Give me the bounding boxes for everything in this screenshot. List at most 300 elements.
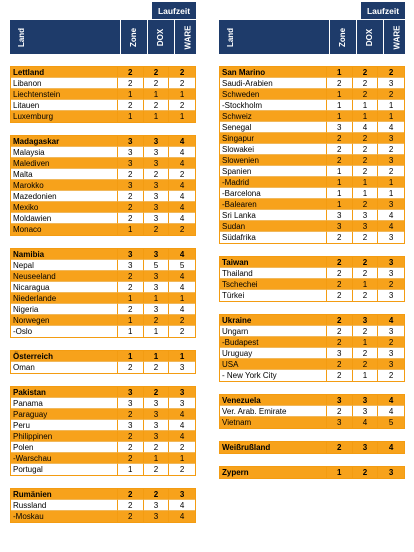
table-row xyxy=(11,398,195,409)
table-row xyxy=(11,293,195,304)
zone-value: 2 xyxy=(327,337,353,348)
table-row xyxy=(220,326,404,337)
ware-value: 2 xyxy=(388,371,394,380)
table-row xyxy=(220,177,404,188)
dox-value: 2 xyxy=(144,224,170,235)
header-dox: DOX xyxy=(356,20,383,54)
zone-value: 2 xyxy=(327,144,353,155)
table-row xyxy=(220,359,404,370)
ware-value: 2 xyxy=(179,225,185,234)
country-name: Uruguay xyxy=(220,348,327,359)
dox-value: 1 xyxy=(353,370,379,381)
ware-value: 3 xyxy=(378,199,404,210)
country-name: Zypern xyxy=(220,467,327,478)
country-name: Taiwan xyxy=(220,257,327,268)
ware-value: 3 xyxy=(378,268,404,279)
ware-value: 3 xyxy=(179,363,185,372)
zone-value: 3 xyxy=(118,158,144,169)
table-row xyxy=(220,210,404,221)
ware-value: 4 xyxy=(169,271,195,282)
zone-value: 2 xyxy=(118,78,144,89)
table-row xyxy=(220,111,404,122)
ware-value: 2 xyxy=(378,67,404,78)
country-name: Russland xyxy=(11,500,118,511)
zone-value: 2 xyxy=(327,78,353,89)
country-name: Weißrußland xyxy=(220,442,327,453)
zone-value: 2 xyxy=(118,362,144,373)
country-group xyxy=(219,441,405,454)
table-row xyxy=(11,271,195,282)
dox-value: 2 xyxy=(353,67,379,78)
table-row xyxy=(220,133,404,144)
table-header-right xyxy=(219,0,405,54)
country-name: Rumänien xyxy=(11,489,118,500)
table-row xyxy=(220,144,404,155)
table-row xyxy=(220,370,404,381)
zone-value: 2 xyxy=(118,511,144,522)
ware-value: 2 xyxy=(378,279,404,290)
zone-value: 2 xyxy=(118,213,144,224)
ware-value: 4 xyxy=(169,500,195,511)
country-name: -Warschau xyxy=(11,453,118,464)
country-name: Senegal xyxy=(220,122,327,133)
zone-value: 2 xyxy=(327,155,353,166)
ware-value: 1 xyxy=(169,293,195,304)
dox-value: 3 xyxy=(353,442,379,453)
dox-value: 1 xyxy=(144,453,170,464)
table-row xyxy=(11,304,195,315)
dox-value: 1 xyxy=(144,351,170,362)
dox-value: 1 xyxy=(353,177,379,188)
table-row xyxy=(11,362,195,373)
country-name: USA xyxy=(220,359,327,370)
group-header-row xyxy=(220,257,404,268)
ware-value: 5 xyxy=(388,418,394,427)
dox-value: 1 xyxy=(144,293,170,304)
ware-value: 3 xyxy=(378,133,404,144)
dox-value: 1 xyxy=(144,326,170,337)
table-row xyxy=(220,89,404,100)
group-header-row xyxy=(11,67,195,78)
table-row xyxy=(220,166,404,177)
ware-value: 3 xyxy=(169,398,195,409)
ware-value: 2 xyxy=(169,67,195,78)
table-row xyxy=(11,169,195,180)
country-group xyxy=(10,135,196,236)
group-header-row xyxy=(220,442,404,453)
table-row xyxy=(220,417,404,428)
zone-value: 1 xyxy=(327,177,353,188)
group-header-row xyxy=(11,136,195,147)
country-group xyxy=(10,350,196,374)
country-name: Panama xyxy=(11,398,118,409)
column-headers xyxy=(10,20,196,54)
ware-value: 1 xyxy=(378,188,404,199)
group-header-row xyxy=(11,387,195,398)
dox-value: 3 xyxy=(144,147,170,158)
zone-value: 2 xyxy=(327,268,353,279)
zone-value: 3 xyxy=(327,122,353,133)
header-ware: WARE xyxy=(383,20,410,54)
table-row xyxy=(220,122,404,133)
country-name: Madagaskar xyxy=(11,136,118,147)
table-row xyxy=(220,348,404,359)
zone-value: 2 xyxy=(327,133,353,144)
right-column xyxy=(219,0,405,491)
country-name: Saudi-Arabien xyxy=(220,78,327,89)
dox-value: 1 xyxy=(353,100,379,111)
table-row xyxy=(11,78,195,89)
dox-value: 2 xyxy=(144,169,170,180)
dox-value: 1 xyxy=(144,111,170,122)
ware-value: 4 xyxy=(179,512,185,521)
table-row xyxy=(11,453,195,464)
country-name: -Budapest xyxy=(220,337,327,348)
zone-value: 2 xyxy=(118,500,144,511)
header-ware: WARE xyxy=(174,20,201,54)
table-row xyxy=(11,409,195,420)
dox-value: 1 xyxy=(353,337,379,348)
dox-value: 3 xyxy=(144,511,170,522)
country-name: -Balearen xyxy=(220,199,327,210)
zone-value: 2 xyxy=(327,370,353,381)
table-row xyxy=(220,100,404,111)
ware-value: 3 xyxy=(388,233,394,242)
dox-value: 1 xyxy=(353,188,379,199)
ware-value: 3 xyxy=(378,257,404,268)
table-row xyxy=(11,315,195,326)
laufzeit-label: Laufzeit xyxy=(152,2,196,19)
group-header-row xyxy=(220,315,404,326)
country-name: Mazedonien xyxy=(11,191,118,202)
table-row xyxy=(11,442,195,453)
ware-value: 3 xyxy=(388,291,394,300)
zone-value: 1 xyxy=(327,89,353,100)
ware-value: 4 xyxy=(169,180,195,191)
ware-value: 4 xyxy=(169,431,195,442)
zone-value: 1 xyxy=(118,351,144,362)
country-name: Philippinen xyxy=(11,431,118,442)
country-name: Nepal xyxy=(11,260,118,271)
country-name: Lettland xyxy=(11,67,118,78)
dox-value: 2 xyxy=(353,166,379,177)
group-header-row xyxy=(220,467,404,478)
dox-value: 2 xyxy=(144,387,170,398)
country-name: Moldawien xyxy=(11,213,118,224)
header-zone: Zone xyxy=(120,20,147,54)
ware-value: 2 xyxy=(378,166,404,177)
country-name: Schweiz xyxy=(220,111,327,122)
table-header-left xyxy=(10,0,196,54)
dox-value: 3 xyxy=(353,395,379,406)
country-group xyxy=(10,386,196,476)
ware-value: 1 xyxy=(378,111,404,122)
zone-value: 2 xyxy=(327,290,353,301)
country-name: Nicaragua xyxy=(11,282,118,293)
table-row xyxy=(220,279,404,290)
zone-value: 2 xyxy=(118,304,144,315)
dox-value: 3 xyxy=(353,221,379,232)
country-name: Slowenien xyxy=(220,155,327,166)
dox-value: 2 xyxy=(353,199,379,210)
ware-value: 1 xyxy=(169,453,195,464)
table-row xyxy=(11,326,195,337)
ware-value: 2 xyxy=(169,169,195,180)
country-name: Libanon xyxy=(11,78,118,89)
ware-value: 4 xyxy=(378,210,404,221)
dox-value: 2 xyxy=(353,257,379,268)
country-group xyxy=(219,466,405,479)
country-name: Malaysia xyxy=(11,147,118,158)
dox-value: 2 xyxy=(353,359,379,370)
ware-value: 2 xyxy=(378,337,404,348)
header-land: Land xyxy=(17,27,27,47)
country-name: Oman xyxy=(11,362,118,373)
dox-value: 5 xyxy=(144,260,170,271)
country-name: San Marino xyxy=(220,67,327,78)
table-row xyxy=(11,282,195,293)
dox-value: 3 xyxy=(144,136,170,147)
ware-value: 3 xyxy=(378,155,404,166)
ware-value: 3 xyxy=(378,348,404,359)
dox-value: 2 xyxy=(353,155,379,166)
zone-value: 2 xyxy=(118,453,144,464)
zone-value: 1 xyxy=(327,199,353,210)
country-name: Paraguay xyxy=(11,409,118,420)
group-header-row xyxy=(220,395,404,406)
header-dox: DOX xyxy=(147,20,174,54)
dox-value: 4 xyxy=(353,122,379,133)
dox-value: 3 xyxy=(144,158,170,169)
zone-value: 1 xyxy=(327,467,353,478)
country-name: - New York City xyxy=(220,370,327,381)
table-row xyxy=(11,511,195,522)
zone-value: 2 xyxy=(118,169,144,180)
country-group xyxy=(10,248,196,338)
ware-value: 4 xyxy=(169,147,195,158)
dox-value: 2 xyxy=(353,290,379,301)
ware-value: 4 xyxy=(169,409,195,420)
country-name: Pakistan xyxy=(11,387,118,398)
zone-value: 1 xyxy=(118,315,144,326)
country-name: Peru xyxy=(11,420,118,431)
country-name: Namibia xyxy=(11,249,118,260)
dox-value: 3 xyxy=(144,213,170,224)
zone-value: 1 xyxy=(327,188,353,199)
dox-value: 2 xyxy=(144,67,170,78)
ware-value: 4 xyxy=(169,191,195,202)
zone-value: 2 xyxy=(327,406,353,417)
ware-value: 5 xyxy=(169,260,195,271)
zone-value: 3 xyxy=(118,147,144,158)
table-row xyxy=(11,500,195,511)
group-header-row xyxy=(11,351,195,362)
header-zone: Zone xyxy=(329,20,356,54)
left-column xyxy=(10,0,196,535)
zone-value: 1 xyxy=(118,326,144,337)
country-name: Ungarn xyxy=(220,326,327,337)
country-name: -Moskau xyxy=(11,511,118,522)
ware-value: 4 xyxy=(169,282,195,293)
header-land: Land xyxy=(226,27,236,47)
table-row xyxy=(11,224,195,235)
dox-value: 3 xyxy=(353,315,379,326)
country-name: Slowakei xyxy=(220,144,327,155)
country-name: Schweden xyxy=(220,89,327,100)
ware-value: 3 xyxy=(388,468,394,477)
table-row xyxy=(220,290,404,301)
dox-value: 3 xyxy=(144,191,170,202)
zone-value: 3 xyxy=(118,260,144,271)
group-header-row xyxy=(220,67,404,78)
dox-value: 2 xyxy=(353,144,379,155)
zone-value: 1 xyxy=(327,111,353,122)
ware-value: 2 xyxy=(378,144,404,155)
ware-value: 1 xyxy=(169,89,195,100)
table-row xyxy=(11,100,195,111)
ware-value: 4 xyxy=(169,420,195,431)
ware-value: 3 xyxy=(378,326,404,337)
country-name: Tschechei xyxy=(220,279,327,290)
zone-value: 3 xyxy=(118,180,144,191)
country-name: -Barcelona xyxy=(220,188,327,199)
country-name: -Madrid xyxy=(220,177,327,188)
ware-value: 4 xyxy=(169,158,195,169)
dox-value: 2 xyxy=(353,78,379,89)
country-name: Österreich xyxy=(11,351,118,362)
country-group xyxy=(219,314,405,382)
ware-value: 4 xyxy=(169,249,195,260)
dox-value: 2 xyxy=(353,326,379,337)
dox-value: 3 xyxy=(144,500,170,511)
table-row xyxy=(220,78,404,89)
table-row xyxy=(220,221,404,232)
zone-value: 1 xyxy=(327,166,353,177)
country-name: Singapur xyxy=(220,133,327,144)
zone-value: 3 xyxy=(327,417,353,428)
zone-value: 2 xyxy=(327,257,353,268)
table-row xyxy=(220,232,404,243)
table-row xyxy=(11,464,195,475)
table-row xyxy=(11,89,195,100)
dox-value: 3 xyxy=(144,271,170,282)
country-group xyxy=(10,488,196,523)
ware-value: 2 xyxy=(179,465,185,474)
zone-value: 3 xyxy=(118,387,144,398)
dox-value: 2 xyxy=(353,348,379,359)
country-name: Niederlande xyxy=(11,293,118,304)
zone-value: 3 xyxy=(327,210,353,221)
ware-value: 1 xyxy=(179,112,185,121)
table-row xyxy=(11,431,195,442)
ware-value: 4 xyxy=(378,221,404,232)
ware-value: 4 xyxy=(169,202,195,213)
table-row xyxy=(11,213,195,224)
zone-value: 2 xyxy=(327,326,353,337)
zone-value: 2 xyxy=(327,232,353,243)
country-name: Nigeria xyxy=(11,304,118,315)
zone-value: 2 xyxy=(118,282,144,293)
dox-value: 3 xyxy=(144,180,170,191)
country-name: Portugal xyxy=(11,464,118,475)
zone-value: 2 xyxy=(118,202,144,213)
country-name: Liechtenstein xyxy=(11,89,118,100)
ware-value: 4 xyxy=(378,122,404,133)
laufzeit-label: Laufzeit xyxy=(361,2,405,19)
zone-value: 3 xyxy=(327,221,353,232)
zone-value: 1 xyxy=(327,100,353,111)
dox-value: 2 xyxy=(144,100,170,111)
ware-value: 2 xyxy=(169,442,195,453)
country-group xyxy=(219,66,405,244)
country-name: Türkei xyxy=(220,290,327,301)
right-groups xyxy=(219,66,405,479)
zone-value: 2 xyxy=(327,279,353,290)
ware-value: 4 xyxy=(388,443,394,452)
zone-value: 2 xyxy=(118,67,144,78)
ware-value: 4 xyxy=(378,395,404,406)
ware-value: 4 xyxy=(378,315,404,326)
dox-value: 2 xyxy=(144,489,170,500)
country-group xyxy=(219,256,405,302)
zone-value: 2 xyxy=(118,442,144,453)
dox-value: 3 xyxy=(144,202,170,213)
dox-value: 2 xyxy=(353,268,379,279)
country-name: Marokko xyxy=(11,180,118,191)
table-row xyxy=(11,202,195,213)
country-name: Südafrika xyxy=(220,232,327,243)
ware-value: 3 xyxy=(378,78,404,89)
dox-value: 3 xyxy=(144,398,170,409)
country-name: -Stockholm xyxy=(220,100,327,111)
zone-value: 3 xyxy=(118,249,144,260)
dox-value: 3 xyxy=(353,210,379,221)
country-name: Sudan xyxy=(220,221,327,232)
dox-value: 2 xyxy=(144,78,170,89)
table-row xyxy=(220,155,404,166)
column-headers xyxy=(219,20,405,54)
dox-value: 3 xyxy=(144,431,170,442)
table-row xyxy=(11,147,195,158)
dox-value: 3 xyxy=(144,304,170,315)
dox-value: 2 xyxy=(144,464,170,475)
country-name: Neuseeland xyxy=(11,271,118,282)
dox-value: 1 xyxy=(353,111,379,122)
zone-value: 2 xyxy=(118,431,144,442)
table-row xyxy=(220,337,404,348)
table-row xyxy=(11,191,195,202)
dox-value: 2 xyxy=(144,442,170,453)
country-name: Polen xyxy=(11,442,118,453)
zone-value: 3 xyxy=(118,420,144,431)
zone-value: 1 xyxy=(118,464,144,475)
ware-value: 3 xyxy=(169,387,195,398)
table-row xyxy=(220,199,404,210)
country-name: Luxemburg xyxy=(11,111,118,122)
dox-value: 1 xyxy=(353,279,379,290)
zone-value: 3 xyxy=(118,136,144,147)
table-row xyxy=(11,158,195,169)
country-name: Monaco xyxy=(11,224,118,235)
ware-value: 2 xyxy=(169,100,195,111)
ware-value: 2 xyxy=(179,327,185,336)
table-row xyxy=(220,268,404,279)
zone-value: 2 xyxy=(118,271,144,282)
country-group xyxy=(10,66,196,123)
zone-value: 1 xyxy=(118,293,144,304)
zone-value: 1 xyxy=(118,111,144,122)
zone-value: 1 xyxy=(327,67,353,78)
